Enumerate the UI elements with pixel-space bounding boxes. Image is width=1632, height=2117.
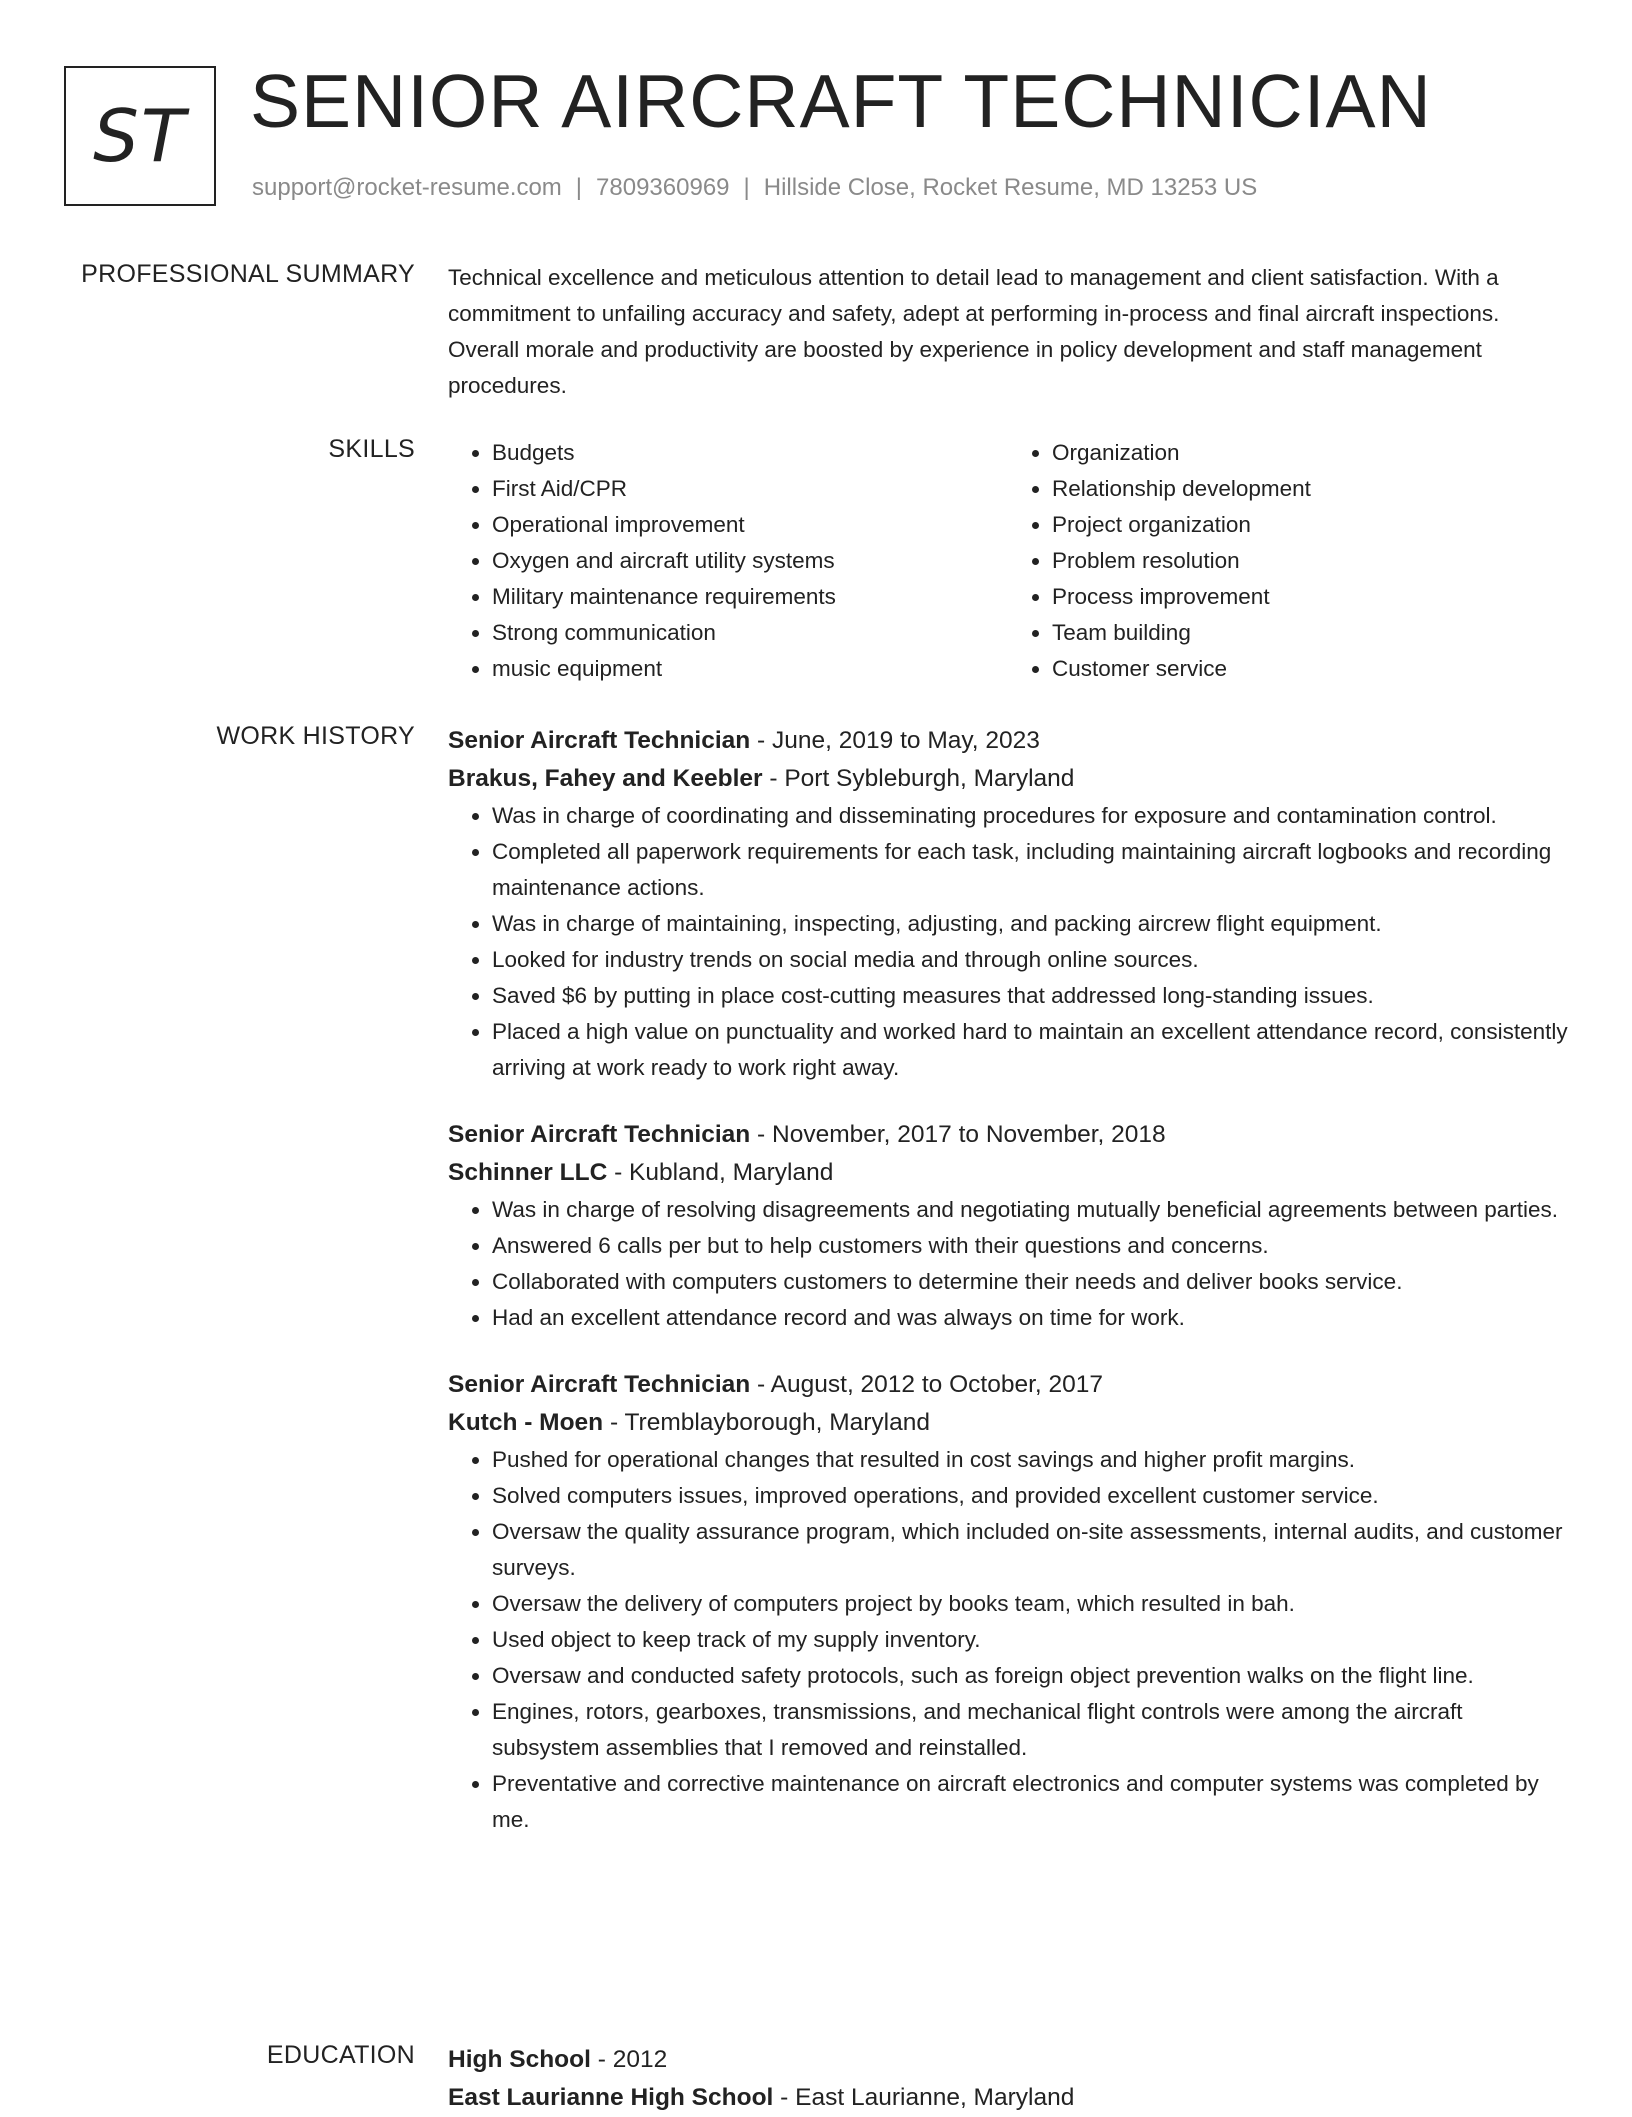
contact-phone: 7809360969 <box>596 174 730 201</box>
job-company: Schinner LLC <box>448 1159 608 1186</box>
job-location: - Tremblayborough, Maryland <box>603 1409 930 1436</box>
skill-item: • Process improvement <box>1052 579 1568 615</box>
job-entry <box>448 722 1568 1086</box>
skill-item: • Relationship development <box>1052 471 1568 507</box>
education-degree: High School <box>448 2046 591 2073</box>
job-bullet: • Was in charge of maintaining, inspecting, adjusting, and packing aircrew flight equipment. <box>492 906 1568 942</box>
job-dates: - November, 2017 to November, 2018 <box>750 1121 1166 1148</box>
contact-separator: | <box>575 174 583 201</box>
job-title-line <box>448 1366 1568 1404</box>
skills-columns <box>448 435 1568 687</box>
skill-item: • Strong communication <box>492 615 1008 651</box>
job-company-line <box>448 1404 1568 1442</box>
job-bullet: • Oversaw the quality assurance program, which included on-site assessments, internal audits, and customer surveys. <box>492 1514 1568 1586</box>
work-history-label: WORK HISTORY <box>216 722 415 750</box>
education-label: EDUCATION <box>266 2041 415 2069</box>
job-bullet: • Was in charge of coordinating and disseminating procedures for exposure and contamination control. <box>492 798 1568 834</box>
skill-item: • Problem resolution <box>1052 543 1568 579</box>
job-company-line <box>448 1154 1568 1192</box>
job-bullet: • Saved $6 by putting in place cost-cutting measures that addressed long-standing issues. <box>492 978 1568 1014</box>
job-bullet: • Placed a high value on punctuality and worked hard to maintain an excellent attendance record, consistently arriving at work ready to work right away. <box>492 1014 1568 1086</box>
skills-list-left <box>448 435 1008 687</box>
monogram-initials: ST <box>93 94 187 178</box>
education-degree-line <box>448 2041 1568 2079</box>
education-year: - 2012 <box>590 2046 668 2073</box>
skill-item: • Budgets <box>492 435 1008 471</box>
education-body <box>448 2041 1568 2117</box>
job-dates: - June, 2019 to May, 2023 <box>750 727 1040 754</box>
job-entry <box>448 1366 1568 1838</box>
job-bullet: • Answered 6 calls per but to help customers with their questions and concerns. <box>492 1228 1568 1264</box>
work-history-body <box>448 722 1568 1868</box>
skill-item: • Customer service <box>1052 651 1568 687</box>
job-bullet: • Was in charge of resolving disagreements and negotiating mutually beneficial agreements between parties. <box>492 1192 1568 1228</box>
contact-line <box>252 174 1257 202</box>
job-company: Brakus, Fahey and Keebler <box>448 765 763 792</box>
job-bullet: • Looked for industry trends on social media and through online sources. <box>492 942 1568 978</box>
job-entry <box>448 1116 1568 1336</box>
summary-text: Technical excellence and meticulous attention to detail lead to management and client satisfaction. With a commitment to unfailing accuracy and safety, adept at performing in-process and final aircraft inspections. Overall morale and productivity are boosted by experience in policy development and staff management procedures. <box>448 265 1500 398</box>
summary-body <box>448 260 1568 404</box>
job-bullet: • Collaborated with computers customers to determine their needs and deliver books service. <box>492 1264 1568 1300</box>
job-title: Senior Aircraft Technician <box>448 1371 751 1398</box>
education-school: East Laurianne High School <box>448 2084 774 2111</box>
job-bullet: • Oversaw the delivery of computers project by books team, which resulted in bah. <box>492 1586 1568 1622</box>
monogram-box <box>64 66 216 206</box>
job-bullet: • Oversaw and conducted safety protocols, such as foreign object prevention walks on the flight line. <box>492 1658 1568 1694</box>
skills-list-right <box>1008 435 1568 687</box>
skills-label: SKILLS <box>328 435 415 463</box>
contact-separator: | <box>743 174 750 201</box>
contact-address: Hillside Close, Rocket Resume, MD 13253 US <box>763 174 1258 201</box>
skill-item: • Operational improvement <box>492 507 1008 543</box>
job-title: Senior Aircraft Technician <box>448 727 751 754</box>
education-location: - East Laurianne, Maryland <box>773 2084 1075 2111</box>
job-bullet: • Had an excellent attendance record and was always on time for work. <box>492 1300 1568 1336</box>
job-title-line <box>448 722 1568 760</box>
job-bullet-list <box>448 1442 1568 1838</box>
job-bullet: • Pushed for operational changes that resulted in cost savings and higher profit margins. <box>492 1442 1568 1478</box>
skill-item: • Project organization <box>1052 507 1568 543</box>
job-bullet: • Used object to keep track of my supply inventory. <box>492 1622 1568 1658</box>
skill-item: • Team building <box>1052 615 1568 651</box>
job-bullet: • Completed all paperwork requirements for each task, including maintaining aircraft logbooks and recording maintenance actions. <box>492 834 1568 906</box>
education-school-line <box>448 2079 1568 2117</box>
skill-item: • First Aid/CPR <box>492 471 1008 507</box>
job-dates: - August, 2012 to October, 2017 <box>750 1371 1104 1398</box>
job-bullet: • Preventative and corrective maintenance on aircraft electronics and computer systems was completed by me. <box>492 1766 1568 1838</box>
skill-item: • Organization <box>1052 435 1568 471</box>
job-bullet: • Solved computers issues, improved operations, and provided excellent customer service. <box>492 1478 1568 1514</box>
job-location: - Port Sybleburgh, Maryland <box>762 765 1075 792</box>
job-company: Kutch - Moen <box>448 1409 604 1436</box>
skill-item: • Oxygen and aircraft utility systems <box>492 543 1008 579</box>
job-title: Senior Aircraft Technician <box>448 1121 751 1148</box>
skills-body <box>448 435 1568 687</box>
job-bullet: • Engines, rotors, gearboxes, transmissions, and mechanical flight controls were among the aircraft subsystem assemblies that I removed and reinstalled. <box>492 1694 1568 1766</box>
job-bullet-list <box>448 1192 1568 1336</box>
skill-item: • music equipment <box>492 651 1008 687</box>
skill-item: • Military maintenance requirements <box>492 579 1008 615</box>
job-location: - Kubland, Maryland <box>607 1159 834 1186</box>
job-title-line <box>448 1116 1568 1154</box>
resume-title: SENIOR AIRCRAFT TECHNICIAN <box>250 59 1432 143</box>
job-bullet-list <box>448 798 1568 1086</box>
summary-label: PROFESSIONAL SUMMARY <box>81 260 415 288</box>
contact-email: support@rocket-resume.com <box>252 174 562 201</box>
job-company-line <box>448 760 1568 798</box>
